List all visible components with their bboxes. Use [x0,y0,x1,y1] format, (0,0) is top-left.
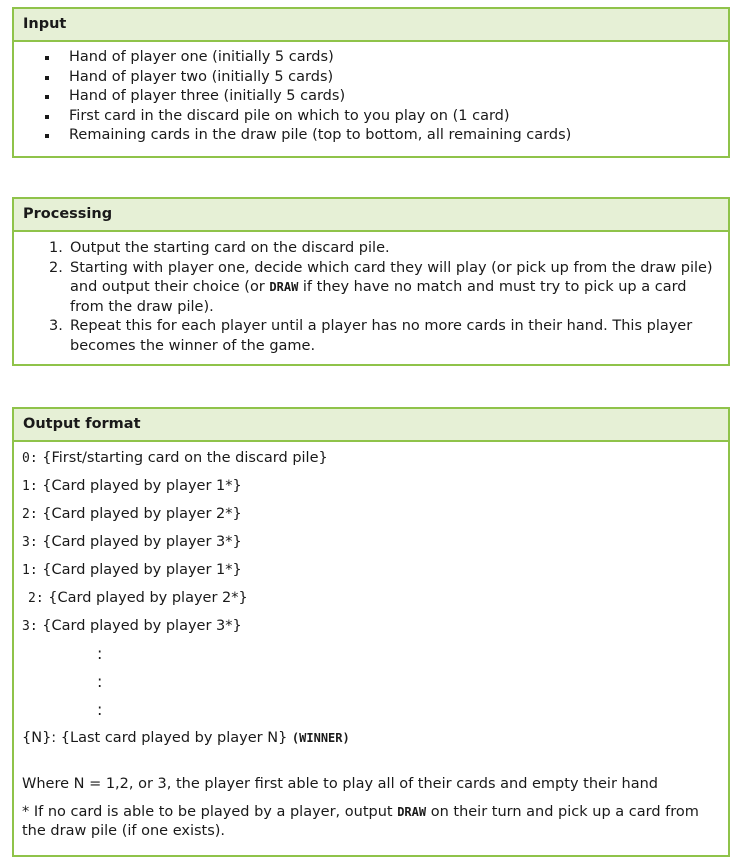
input-item-5: Remaining cards in the draw pile (top to bottom, all remaining cards) [14,126,728,146]
step-text: Repeat this for each player until a player has no more cards in their hand. This player becomes the winner of the game. [70,318,693,354]
row-text: {First/starting card on the discard pile} [42,450,328,466]
final-label: {N}: [22,730,57,746]
input-item-3: Hand of player three (initially 5 cards) [14,87,728,107]
output-format-heading: Output format [14,409,728,442]
row-text: {Card played by player 2*} [48,590,248,606]
where-note: Where N = 1,2, or 3, the player first able to play all of their cards and empty their hand [22,776,659,792]
row-text: {Card played by player 1*} [42,478,242,494]
output-row [14,500,728,528]
footnote-post: on their turn and pick up a card from the draw pile (if one exists). [22,804,699,839]
processing-step-1 [14,239,718,259]
output-final-row [14,724,728,752]
processing-section [12,197,730,366]
processing-step-3 [14,317,718,356]
output-row [14,612,728,640]
row-text: {Card played by player 2*} [42,506,242,522]
step-text-pre: Starting with player one, decide which card they will play (or pick up from the draw pile) and output their choice (or [70,259,713,295]
row-label: 3: [22,535,38,550]
row-label: 3: [22,619,38,634]
row-label: 1: [22,479,38,494]
input-list [14,42,728,152]
step-text: Output the starting card on the discard pile. [70,240,390,256]
row-text: {Card played by player 3*} [42,534,242,550]
output-row [14,556,728,584]
row-label: 0: [22,451,38,466]
footnote-pre: * If no card is able to be played by a player, output [22,804,398,820]
row-text: {Card played by player 3*} [42,618,242,634]
row-text: {Card played by player 1*} [42,562,242,578]
final-text: {Last card played by player N} [60,730,288,746]
output-format-section [12,407,730,857]
input-item-1: Hand of player one (initially 5 cards) [14,48,728,68]
step-number: 2. [49,259,63,276]
row-label: 1: [22,563,38,578]
ellipsis-dot: : [97,672,103,691]
input-item-4: First card in the discard pile on which to you play on (1 card) [14,107,728,127]
input-heading: Input [14,9,728,42]
processing-list [14,232,728,362]
row-label: 2: [28,591,44,606]
step-number: 1. [49,240,63,256]
row-label: 2: [22,507,38,522]
processing-heading: Processing [14,199,728,232]
output-row [14,528,728,556]
input-section [12,7,730,158]
ellipsis-dot: : [97,700,103,719]
step-number: 3. [49,318,63,334]
input-item-2: Hand of player two (initially 5 cards) [14,68,728,88]
output-row [14,472,728,500]
ellipsis-dot: : [97,644,103,663]
output-row [14,444,728,472]
step-text-post: if they have no match and must try to pick up a card from the draw pile). [70,279,687,315]
draw-keyword: DRAW [269,280,299,294]
output-row [14,584,728,612]
processing-step-2 [14,259,718,318]
draw-keyword: DRAW [397,805,427,819]
draw-footnote [14,803,728,841]
winner-keyword: (WINNER) [291,731,350,745]
